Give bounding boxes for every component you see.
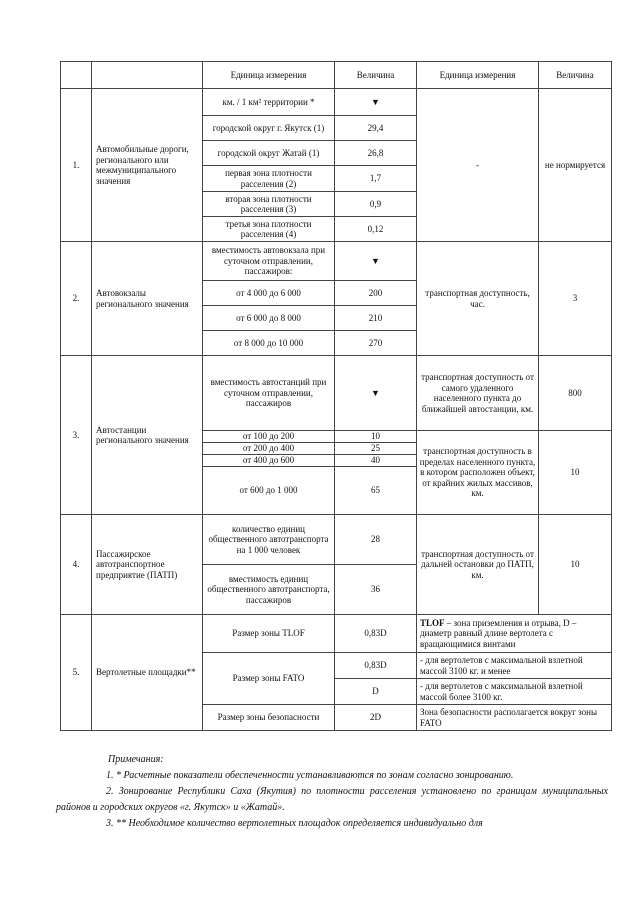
value2-cell: 3: [539, 242, 612, 356]
table-row: [61, 615, 612, 653]
value-cell: 200: [335, 281, 417, 306]
note-cell: [417, 615, 612, 653]
section-name: Пассажирское автотранспортное предприятие (ПАТП): [92, 515, 203, 615]
header-cell-unit-2: Единица измерения: [417, 62, 539, 89]
value2-cell: 10: [539, 515, 612, 615]
section-number: 1.: [61, 89, 92, 242]
table-row: [61, 356, 612, 431]
value-cell: 270: [335, 331, 417, 356]
section-number: 3.: [61, 356, 92, 515]
note-text: – зона приземления и отрыва, D – диаметр равный длине вертолета с вращающимися винтами: [420, 617, 577, 649]
header-cell-unit: Единица измерения: [203, 62, 335, 89]
unit2-cell: транспортная доступность, час.: [417, 242, 539, 356]
value-cell: 0,9: [335, 192, 417, 217]
value-cell: 28: [335, 515, 417, 565]
value-cell: 0,83D: [335, 653, 417, 679]
section-name: Автостанции регионального значения: [92, 356, 203, 515]
unit-cell: Размер зоны безопасности: [203, 705, 335, 731]
note-cell: Зона безопасности располагается вокруг зоны FATO: [417, 705, 612, 731]
value-cell: 40: [335, 455, 417, 467]
value-cell: 29,4: [335, 116, 417, 141]
unit-cell: вместимость автостанций при суточном отправлении, пассажиров: [203, 356, 335, 431]
header-cell-value-2: Величина: [539, 62, 612, 89]
value-cell: 0,12: [335, 217, 417, 242]
table-row: [61, 89, 612, 116]
value2-cell: 10: [539, 431, 612, 515]
value-cell: 1,7: [335, 166, 417, 192]
value-cell: 10: [335, 431, 417, 443]
footnote-2: 2. Зонирование Республики Саха (Якутия) по плотности расселения установлено по границам муниципальных районов и городских округов «г. Якутск» и «Жатай».: [56, 786, 608, 813]
section-name: Автомобильные дороги, регионального или межмуниципального значения: [92, 89, 203, 242]
value-cell: D: [335, 679, 417, 705]
unit2-cell: транспортная доступность от дальней остановки до ПАТП, км.: [417, 515, 539, 615]
value2-cell: не нормируется: [539, 89, 612, 242]
footnotes: [56, 752, 608, 832]
unit-cell: городской округ г. Якутск (1): [203, 116, 335, 141]
unit-cell: третья зона плотности расселения (4): [203, 217, 335, 242]
value-cell: 65: [335, 467, 417, 515]
note-cell: - для вертолетов с максимальной взлетной массой более 3100 кг.: [417, 679, 612, 705]
unit2-cell: транспортная доступность в пределах населенного пункта, в котором расположен объект, от крайних жилых массивов, км.: [417, 431, 539, 515]
section-name: Автовокзалы регионального значения: [92, 242, 203, 356]
value-cell: 26,8: [335, 141, 417, 166]
unit-cell: вместимость единиц общественного автотранспорта, пассажиров: [203, 565, 335, 615]
header-cell-name: [92, 62, 203, 89]
unit-cell: Размер зоны TLOF: [203, 615, 335, 653]
value-cell: 0,83D: [335, 615, 417, 653]
value-cell: 2D: [335, 705, 417, 731]
value-cell: 36: [335, 565, 417, 615]
unit-cell: от 100 до 200: [203, 431, 335, 443]
table-row: [61, 242, 612, 281]
unit-cell: Размер зоны FATO: [203, 653, 335, 705]
value-cell: 25: [335, 443, 417, 455]
unit-cell: количество единиц общественного автотранспорта на 1 000 человек: [203, 515, 335, 565]
unit-cell: от 4 000 до 6 000: [203, 281, 335, 306]
value-cell: 210: [335, 306, 417, 331]
unit-cell: от 600 до 1 000: [203, 467, 335, 515]
footnote-3: 3. ** Необходимое количество вертолетных площадок определяется индивидуально для: [106, 818, 483, 829]
section-number: 2.: [61, 242, 92, 356]
footnotes-title: Примечания:: [108, 754, 164, 765]
table-row: [61, 515, 612, 565]
table-header-row: [61, 62, 612, 89]
value2-cell: 800: [539, 356, 612, 431]
unit-cell: вместимость автовокзала при суточном отправлении, пассажиров:: [203, 242, 335, 281]
header-cell-number: [61, 62, 92, 89]
unit2-cell: -: [417, 89, 539, 242]
footnote-1: 1. * Расчетные показатели обеспеченности устанавливаются по зонам согласно зонированию.: [106, 770, 514, 781]
unit-cell: от 200 до 400: [203, 443, 335, 455]
unit-cell: км. / 1 км² территории *: [203, 89, 335, 116]
header-cell-value: Величина: [335, 62, 417, 89]
section-name: Вертолетные площадки**: [92, 615, 203, 731]
down-triangle-icon: ▼: [335, 242, 417, 281]
unit-cell: от 6 000 до 8 000: [203, 306, 335, 331]
down-triangle-icon: ▼: [335, 356, 417, 431]
norms-table: [60, 61, 612, 731]
unit-cell: городской округ Жатай (1): [203, 141, 335, 166]
section-number: 4.: [61, 515, 92, 615]
unit-cell: от 8 000 до 10 000: [203, 331, 335, 356]
unit-cell: от 400 до 600: [203, 455, 335, 467]
note-bold: TLOF: [420, 617, 445, 628]
unit-cell: вторая зона плотности расселения (3): [203, 192, 335, 217]
note-cell: - для вертолетов с максимальной взлетной массой 3100 кг. и менее: [417, 653, 612, 679]
unit2-cell: транспортная доступность от самого удаленного населенного пункта до ближайшей автостанции, км.: [417, 356, 539, 431]
section-number: 5.: [61, 615, 92, 731]
unit-cell: первая зона плотности расселения (2): [203, 166, 335, 192]
down-triangle-icon: ▼: [335, 89, 417, 116]
